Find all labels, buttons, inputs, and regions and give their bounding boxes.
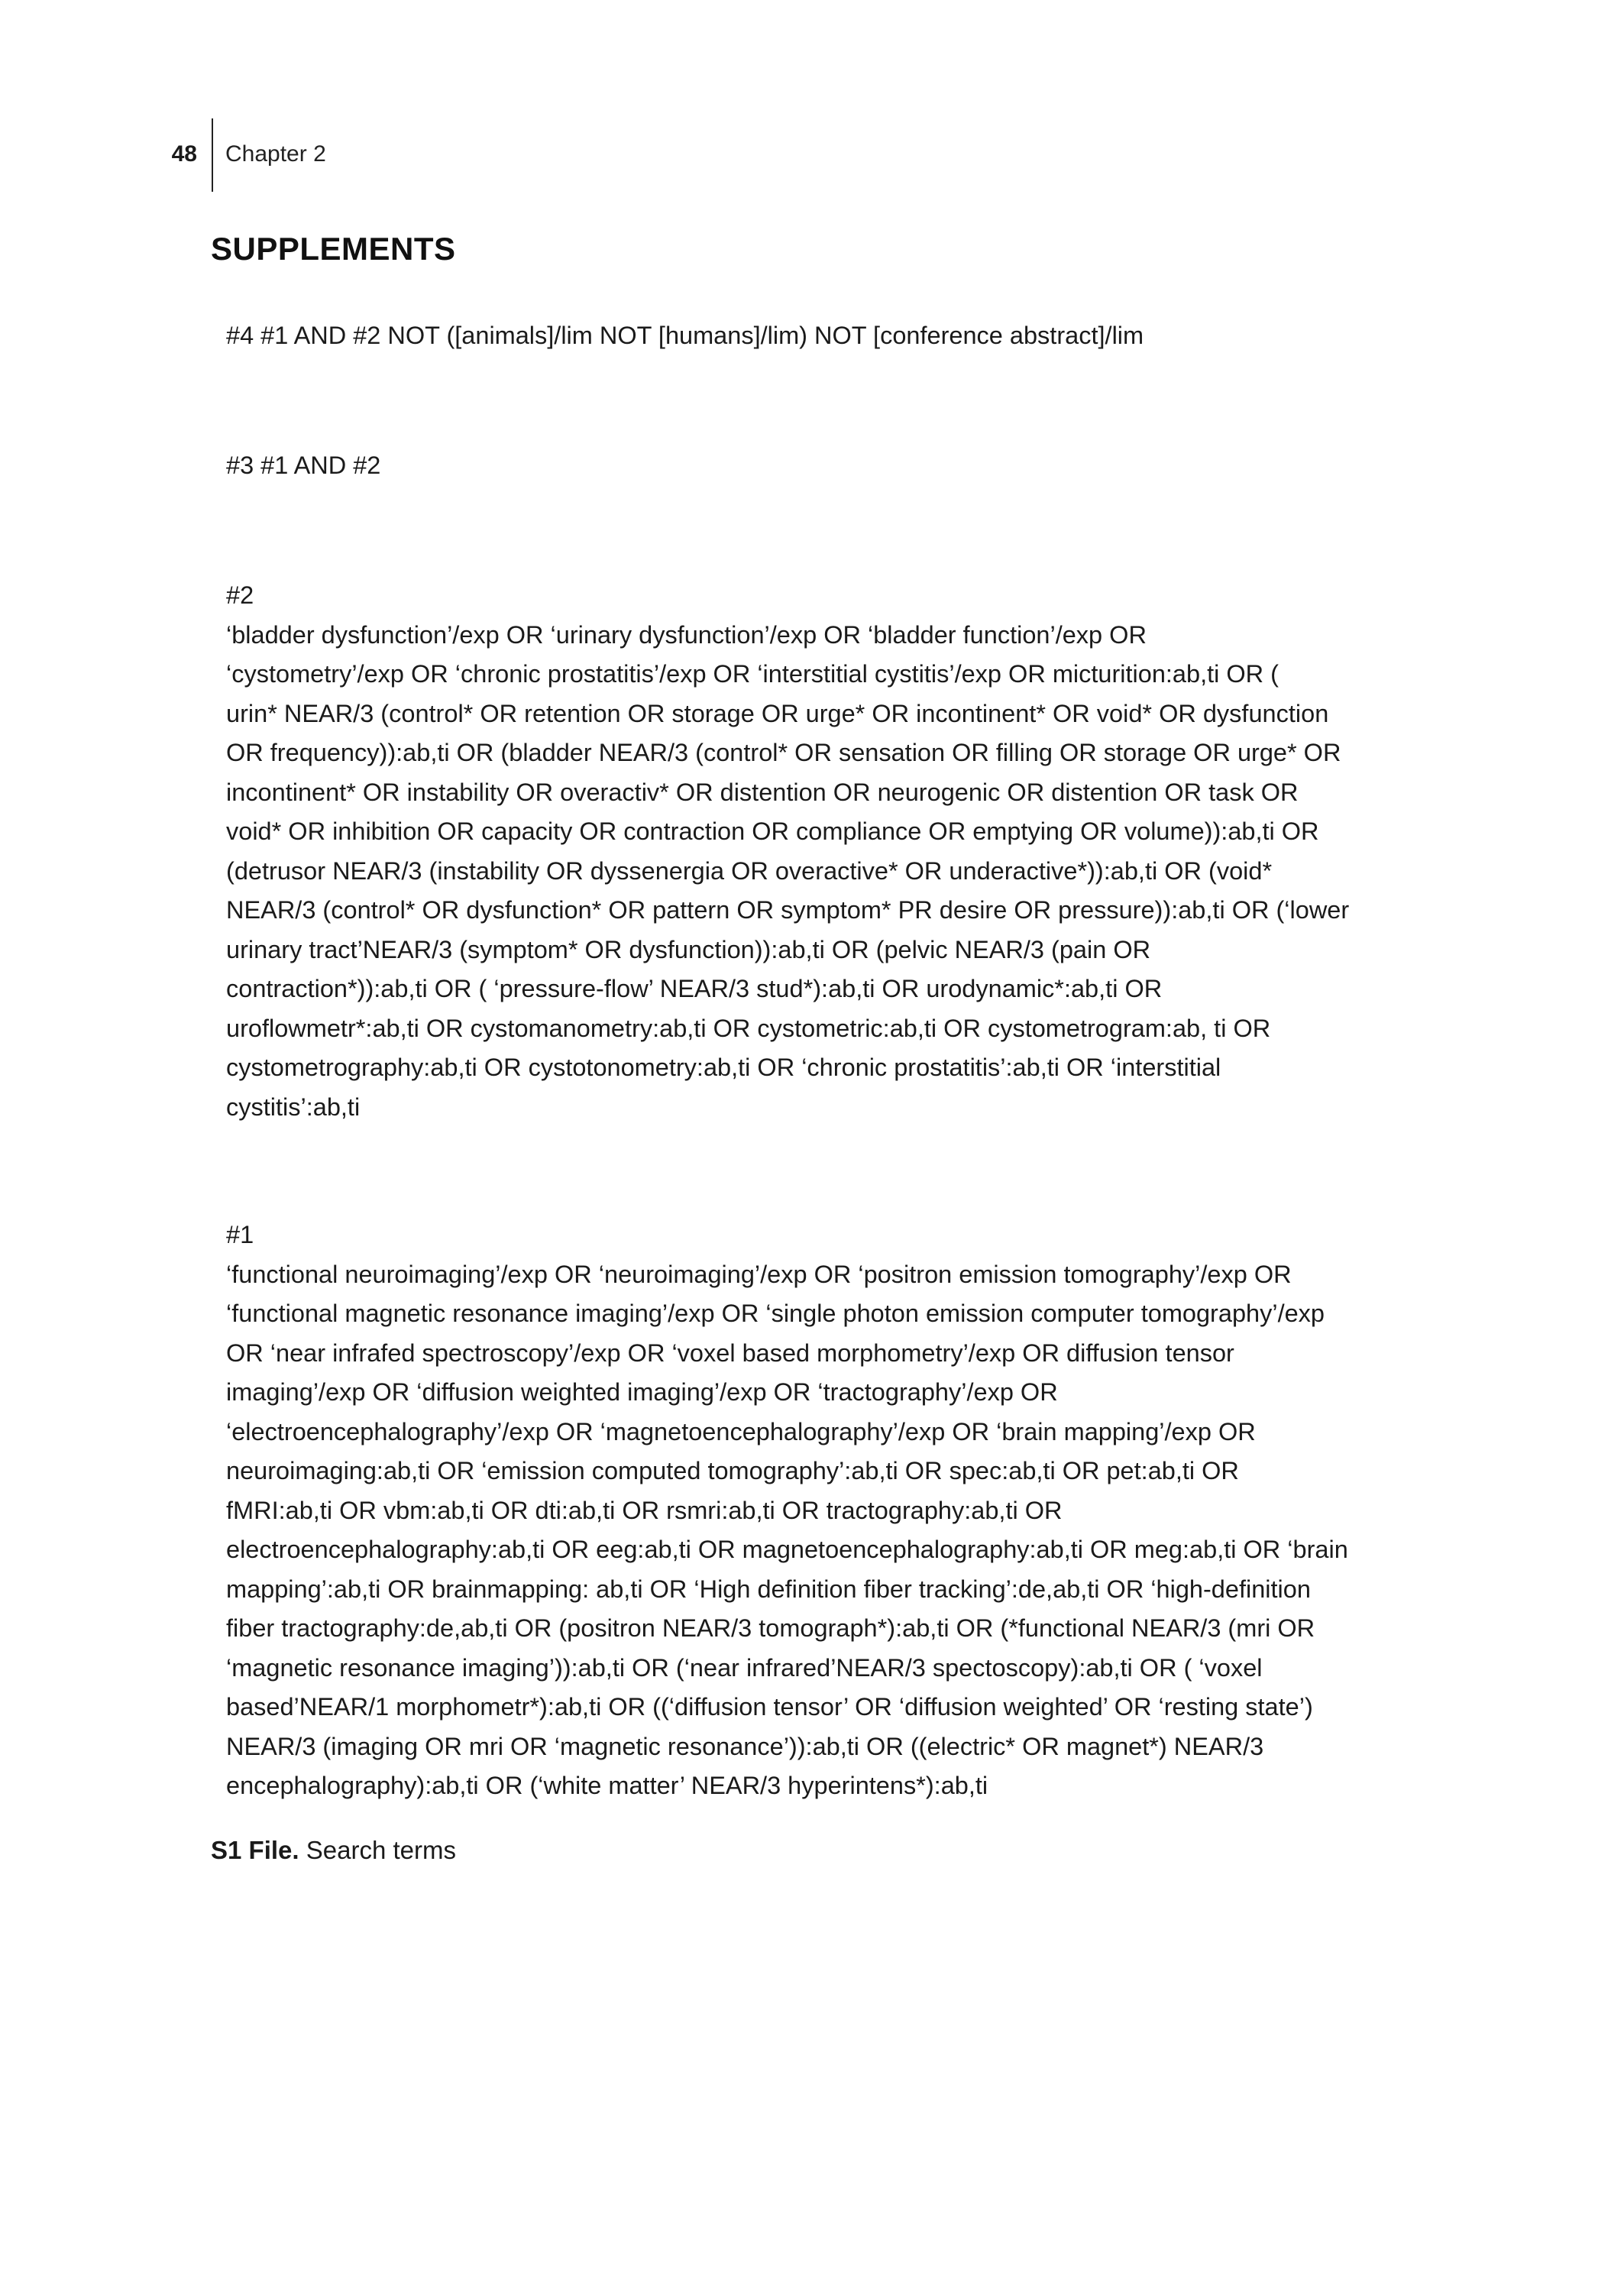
search-query-1 [226, 1216, 1395, 1806]
query-text: ‘functional neuroimaging’/exp OR ‘neuroimaging’/exp OR ‘positron emission tomography’/exp OR ‘functional magnetic resonance imaging’/exp OR ‘single photon emission computer tomography’/exp OR ‘near infrafed spectroscopy’/exp OR ‘voxel based morphometry’/exp OR diffusion tensor imaging’/exp OR ‘diffusion weighted imaging’/exp OR ‘tractography’/exp OR ‘electroencephalography’/exp OR ‘magnetoencephalography’/exp OR ‘brain mapping’/exp OR neuroimaging:ab,ti OR ‘emission computed tomography’:ab,ti OR spec:ab,ti OR pet:ab,ti OR fMRI:ab,ti OR vbm:ab,ti OR dti:ab,ti OR rsmri:ab,ti OR tractography:ab,ti OR electroencephalography:ab,ti OR eeg:ab,ti OR magnetoencephalography:ab,ti OR meg:ab,ti OR ‘brain mapping’:ab,ti OR brainmapping: ab,ti OR ‘High definition fiber tracking’:de,ab,ti OR ‘high-definition fiber tractography:de,ab,ti OR (positron NEAR/3 tomograph*):ab,ti OR (*functional NEAR/3 (mri OR ‘magnetic resonance imaging’)):ab,ti OR (‘near infrared’NEAR/3 spectoscopy):ab,ti OR ( ‘voxel based’NEAR/1 morphometr*):ab,ti OR ((‘diffusion tensor’ OR ‘diffusion weighted’ OR ‘resting state’) NEAR/3 (imaging OR mri OR ‘magnetic resonance’)):ab,ti OR ((electric* OR magnet*) NEAR/3 encephalography):ab,ti OR (‘white matter’ NEAR/3 hyperintens*):ab,ti [226, 1260, 1348, 1799]
header-divider [212, 118, 213, 192]
chapter-label: Chapter 2 [225, 141, 326, 167]
query-text: ‘bladder dysfunction’/exp OR ‘urinary dysfunction’/exp OR ‘bladder function’/exp OR ‘cystometry’/exp OR ‘chronic prostatitis’/exp OR ‘interstitial cystitis’/exp OR micturition:ab,ti OR ( urin* NEAR/3 (control* OR retention OR storage OR urge* OR incontinent* OR void* OR dysfunction OR frequency)):ab,ti OR (bladder NEAR/3 (control* OR sensation OR filling OR storage OR urge* OR incontinent* OR instability OR overactiv* OR distention OR neurogenic OR distention OR task OR void* OR inhibition OR capacity OR contraction OR compliance OR emptying OR volume)):ab,ti OR (detrusor NEAR/3 (instability OR dyssenergia OR overactive* OR underactive*)):ab,ti OR (void* NEAR/3 (control* OR dysfunction* OR pattern OR symptom* PR desire OR pressure)):ab,ti OR (‘lower urinary tract’NEAR/3 (symptom* OR dysfunction)):ab,ti OR (pelvic NEAR/3 (pain OR contraction*)):ab,ti OR ( ‘pressure-flow’ NEAR/3 stud*):ab,ti OR urodynamic*:ab,ti OR uroflowmetr*:ab,ti OR cystomanometry:ab,ti OR cystometric:ab,ti OR cystometrogram:ab, ti OR cystometrography:ab,ti OR cystotonometry:ab,ti OR ‘chronic prostatitis’:ab,ti OR ‘interstitial cystitis’:ab,ti [226, 620, 1350, 1121]
search-query-2 [226, 576, 1395, 1127]
query-text: #3 #1 AND #2 [226, 452, 381, 479]
figure-caption [211, 1836, 456, 1865]
section-title: SUPPLEMENTS [211, 231, 456, 267]
page-number: 48 [171, 141, 197, 167]
search-query-3 [226, 446, 1395, 486]
query-text: #4 #1 AND #2 NOT ([animals]/lim NOT [humans]/lim) NOT [conference abstract]/lim [226, 322, 1144, 349]
search-query-4 [226, 316, 1395, 356]
caption-label: S1 File. [211, 1836, 299, 1864]
query-id: #2 [226, 581, 254, 609]
caption-text: Search terms [306, 1836, 456, 1864]
query-id: #1 [226, 1221, 254, 1248]
page-header [0, 118, 611, 192]
